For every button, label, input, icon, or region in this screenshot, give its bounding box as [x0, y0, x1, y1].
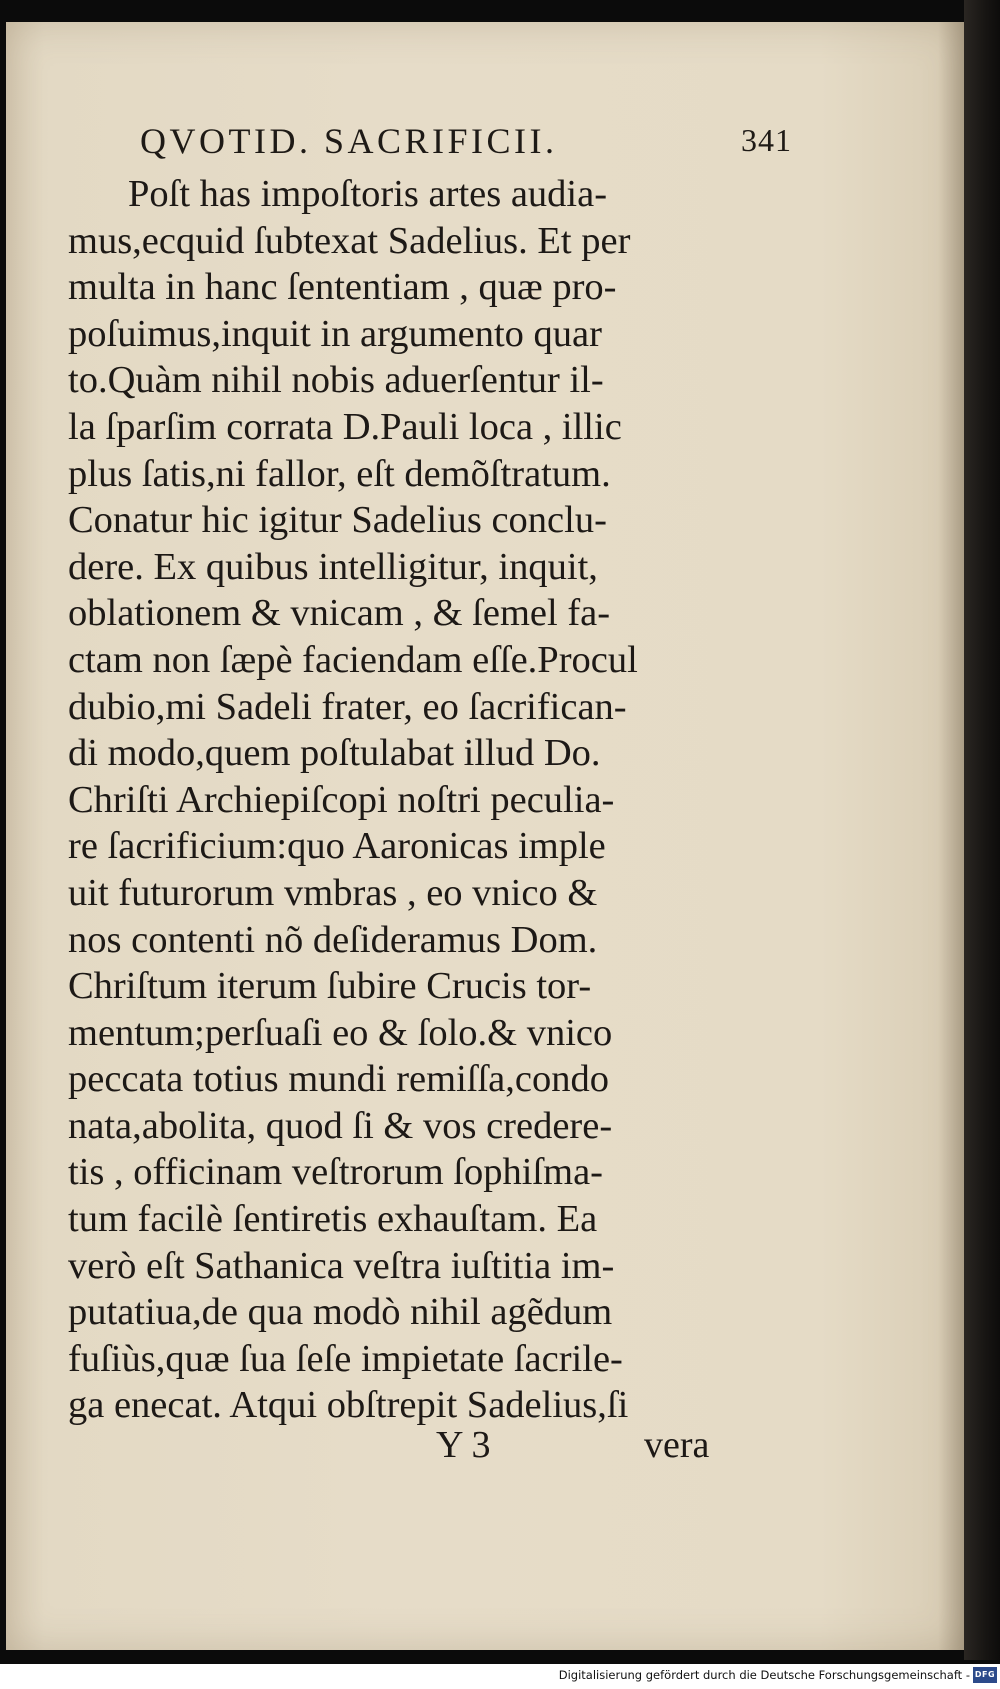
page-footer	[6, 1423, 1000, 1469]
text-line: poſuimus,inquit in argumento quar	[68, 312, 602, 355]
catchword: vera	[644, 1424, 710, 1466]
text-line: la ſparſim corrata D.Pauli loca , illic	[68, 405, 622, 448]
text-line: re ſacrificium:quo Aaronicas imple	[68, 825, 606, 868]
text-line: to.Quàm nihil nobis aduerſentur il-	[68, 359, 604, 402]
text-line: Poſt has impoſtoris artes audia-	[128, 173, 608, 215]
text-line: uit futurorum vmbras , eo vnico &	[68, 871, 598, 914]
text-line: verò eſt Sathanica veſtra iuſtitia im-	[68, 1244, 615, 1287]
text-line: peccata totius mundi remiſſa,condo	[68, 1058, 609, 1101]
text-line: fuſiùs,quæ ſua ſeſe impietate ſacrile-	[68, 1337, 623, 1380]
text-line: Conatur hic igitur Sadelius conclu-	[68, 499, 607, 542]
text-line: nos contenti nõ deſideramus Dom.	[68, 918, 598, 961]
text-line: plus ſatis,ni fallor, eſt demõſtratum.	[68, 452, 611, 495]
text-line: ga enecat. Atqui obſtrepit Sadelius,ſi	[68, 1384, 629, 1427]
text-line: nata,abolita, quod ſi & vos credere-	[68, 1104, 613, 1147]
page-header	[140, 120, 792, 166]
text-line: di modo,quem poſtulabat illud Do.	[68, 732, 601, 775]
credit-bar	[0, 1664, 1000, 1689]
text-line: tis , officinam veſtrorum ſophiſma-	[68, 1151, 603, 1194]
text-line: ctam non ſæpè faciendam eſſe.Procul	[68, 638, 638, 681]
text-line: Chriſti Archiepiſcopi noſtri peculia-	[68, 778, 615, 821]
book-page	[6, 22, 964, 1650]
text-line: mus,ecquid ſubtexat Sadelius. Et per	[68, 219, 631, 262]
text-line: mentum;perſuaſi eo & ſolo.& vnico	[68, 1011, 613, 1054]
body-text	[68, 171, 738, 1429]
page-number: 341	[741, 122, 792, 158]
credit-text: Digitalisierung gefördert durch die Deutsche Forschungsgemeinschaft -	[558, 1668, 970, 1682]
text-line: multa in hanc ſententiam , quæ pro-	[68, 266, 617, 309]
dfg-logo-icon: DFG	[973, 1667, 997, 1683]
text-line: Chriſtum iterum ſubire Crucis tor-	[68, 965, 592, 1008]
running-title: QVOTID. SACRIFICII.	[140, 121, 558, 161]
text-line: dubio,mi Sadeli frater, eo ſacrifican-	[68, 685, 627, 728]
text-line: putatiua,de qua modò nihil agẽdum	[68, 1291, 613, 1334]
signature-mark: Y 3	[436, 1424, 491, 1466]
text-line: tum facilè ſentiretis exhauſtam. Ea	[68, 1198, 598, 1241]
book-edge	[964, 0, 1000, 1660]
text-line: oblationem & vnicam , & ſemel fa-	[68, 592, 611, 635]
text-line: dere. Ex quibus intelligitur, inquit,	[68, 545, 598, 588]
